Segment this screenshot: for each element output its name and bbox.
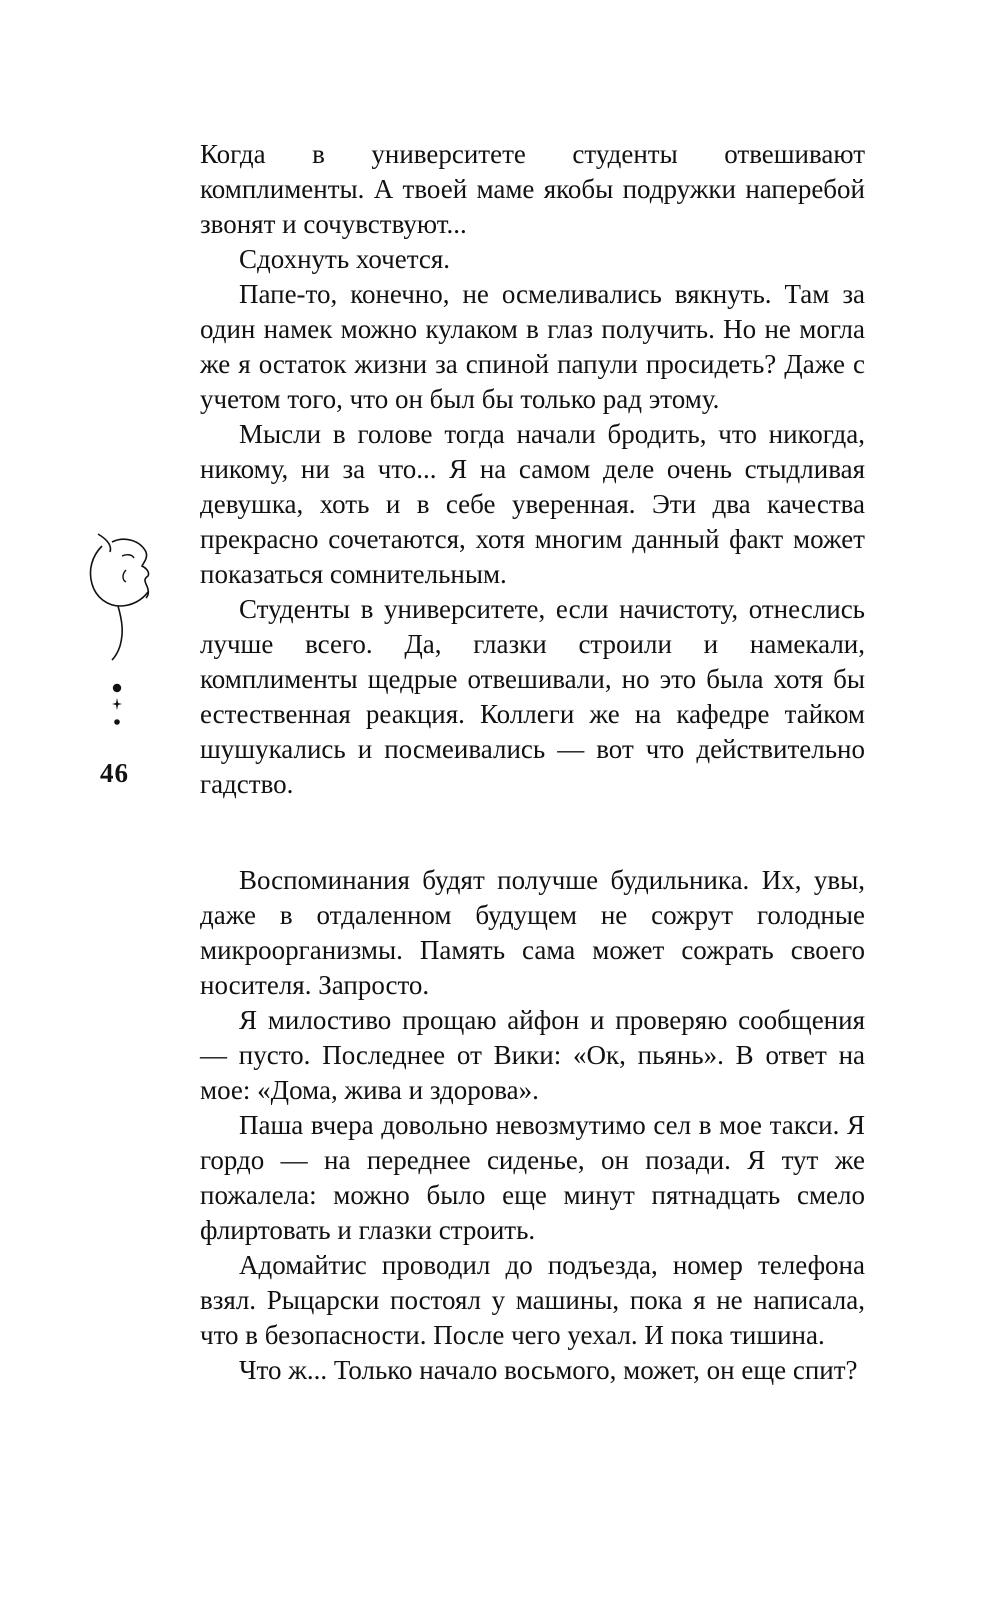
paragraph: Когда в университете студенты отвешивают комплименты. А твоей маме якобы подружки наперебой звонят и сочувствуют... [200,139,865,239]
paragraph: Мысли в голове тогда начали бродить, что никогда, никому, ни за что... Я на самом деле очень стыдливая девушка, хоть и в себе уверенная. Эти два качества прекрасно сочетаются, хотя многим данный факт может показаться сомнительным. [200,419,865,589]
paragraph: Паша вчера довольно невозмутимо сел в мое такси. Я гордо — на переднее сиденье, он позади. Я тут же пожалела: можно было еще минут пятнадцать смело флиртовать и глазки строить. [200,1110,865,1245]
page-number: 46 [100,758,129,788]
paragraph: Студенты в университете, если начистоту, отнеслись лучше всего. Да, глазки строили и намекали, комплименты щедрые отвешивали, но это была хотя бы естественная реакция. Коллеги же на кафедре тайком шушукались и посмеивались — вот что действительно гадство. [200,594,865,799]
paragraph: Что ж... Только начало восьмого, может, он еще спит? [239,1355,858,1385]
paragraph: Воспоминания будят получше будильника. Их, увы, даже в отдаленном будущем не сожрут голодные микроорганизмы. Память сама может сожрать своего носителя. Запросто. [200,865,865,1000]
text-section-2 [200,863,865,1388]
dot-star-ornament-icon [106,682,128,730]
face-profile-line-art-icon [82,522,172,662]
paragraph: Сдохнуть хочется. [239,244,451,274]
paragraph: Адомайтис проводил до подъезда, номер телефона взял. Рыцарски постоял у машины, пока я не написала, что в безопасности. После чего уехал. И пока тишина. [200,1250,865,1350]
paragraph: Папе-то, конечно, не осмеливались вякнуть. Там за один намек можно кулаком в глаз получить. Но не могла же я остаток жизни за спиной папули просидеть? Даже с учетом того, что он был бы только рад этому. [200,279,865,414]
text-section-1 [200,137,865,802]
paragraph: Я милостиво прощаю айфон и проверяю сообщения — пусто. Последнее от Вики: «Ок, пьянь». В ответ на мое: «Дома, жива и здорова». [200,1005,865,1105]
